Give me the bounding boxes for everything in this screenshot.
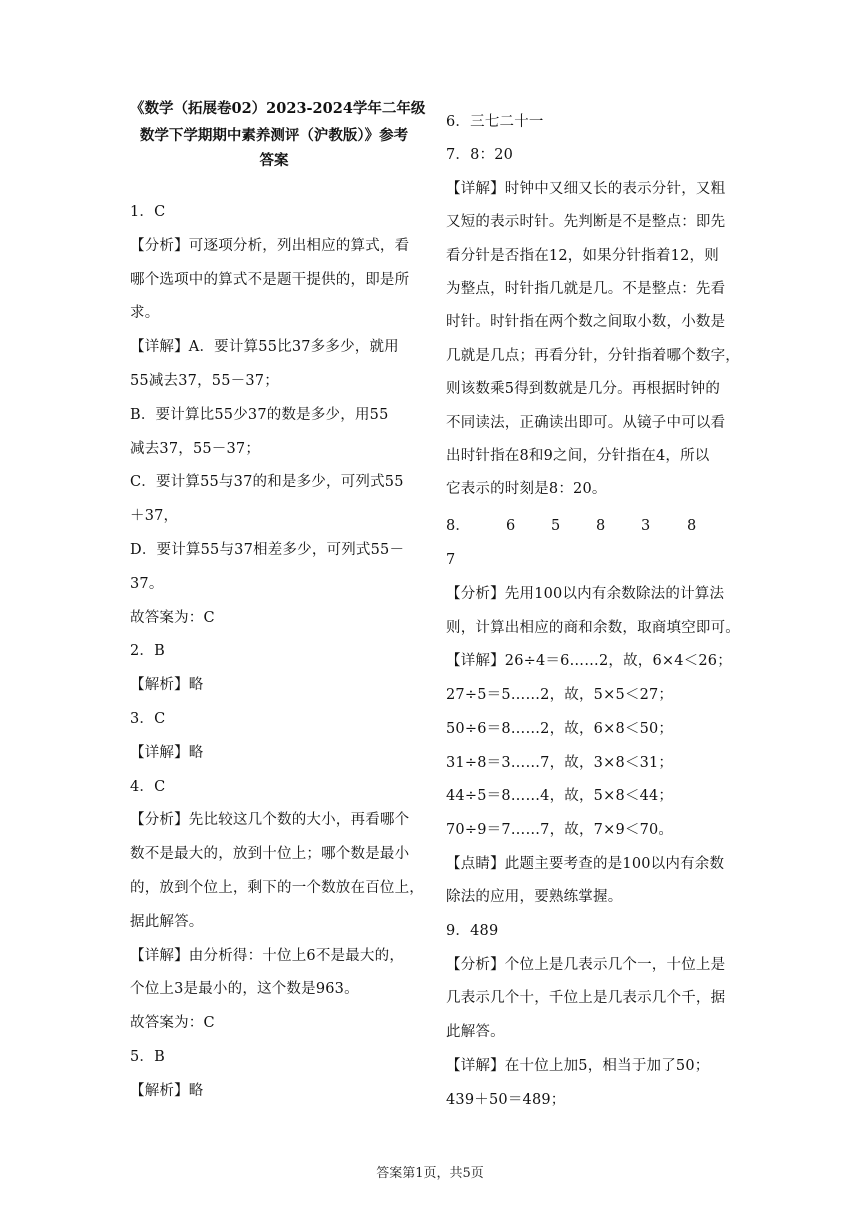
text-line: 此解答。	[446, 1024, 505, 1041]
text-line: 【详解】由分析得：十位上6不是最大的，	[130, 947, 405, 964]
text-line: 50÷6＝8……2，故，6×8＜50；	[446, 720, 674, 737]
question-8-answer: 8	[687, 518, 697, 534]
text-line: 【解析】略	[130, 677, 204, 694]
question-8-label: 8．	[446, 518, 471, 534]
text-line: ＋37，	[130, 508, 179, 525]
text-line: 故答案为：C	[130, 1015, 215, 1032]
text-line: 【详解】在十位上加5，相当于加了50；	[446, 1057, 710, 1074]
text-line: 27÷5＝5……2，故，5×5＜27；	[446, 687, 674, 704]
text-line: 看分针是否指在12，如果分针指着12，则	[446, 247, 719, 264]
text-line: 37。	[130, 575, 164, 592]
text-line: B．要计算比55少37的数是多少，用55	[130, 406, 389, 423]
text-line: 它表示的时刻是8：20。	[446, 481, 607, 498]
text-line: 4．C	[130, 778, 166, 795]
text-line: C．要计算55与37的和是多少，可列式55	[130, 474, 404, 491]
text-line: 则该数乘5得到数就是几分。再根据时钟的	[446, 381, 721, 398]
text-line: 9．489	[446, 923, 499, 939]
text-line: 55减去37，55－37；	[130, 373, 279, 389]
text-line: 则，计算出相应的商和余数，取商填空即可。	[446, 619, 740, 636]
text-line: 不同读法，正确读出即可。从镜子中可以看	[446, 414, 726, 431]
text-line: 数不是最大的，放到十位上；哪个数是最小	[130, 846, 410, 863]
text-line: 【详解】26÷4＝6……2，故，6×4＜26；	[446, 653, 732, 670]
text-line: 【详解】略	[130, 744, 204, 761]
question-8-answer: 5	[551, 518, 561, 534]
text-line: 【分析】个位上是几表示几个一，十位上是	[446, 956, 726, 973]
text-line: 为整点，时针指几就是几。不是整点：先看	[446, 281, 726, 297]
text-line: 【分析】先比较这几个数的大小，再看哪个	[130, 812, 410, 829]
question-8-row	[446, 516, 738, 536]
text-line: 【解析】略	[130, 1082, 204, 1099]
text-line: 【分析】可逐项分析，列出相应的算式，看	[130, 237, 410, 254]
text-line: 几表示几个十，千位上是几表示几个千，据	[446, 990, 726, 1007]
text-line: 除法的应用，要熟练掌握。	[446, 889, 623, 906]
text-line: 70÷9＝7……7，故，7×9＜70。	[446, 821, 674, 838]
document-title-line-1: 《数学（拓展卷02）2023-2024学年二年级	[130, 100, 426, 117]
document-title-line-2: 数学下学期期中素养测评（沪教版）》参考	[139, 127, 409, 144]
text-line: 据此解答。	[130, 913, 204, 930]
text-line: 时针。时针指在两个数之间取小数，小数是	[446, 314, 726, 331]
text-line: 个位上3是最小的，这个数是963。	[130, 981, 359, 998]
text-line: 【详解】时钟中又细又长的表示分针，又粗	[446, 180, 726, 197]
text-line: 减去37，55－37；	[130, 440, 261, 457]
text-line: 5．B	[130, 1049, 165, 1065]
text-line: 439＋50＝489；	[446, 1091, 566, 1108]
text-line: D．要计算55与37相差多少，可列式55－	[130, 542, 405, 558]
text-line: 6．三七二十一	[446, 114, 544, 130]
question-8-answer: 8	[596, 518, 606, 534]
text-line: 31÷8＝3……7，故，3×8＜31；	[446, 754, 674, 771]
question-8-last-answer: 7	[446, 552, 456, 568]
text-line: 哪个选项中的算式不是题干提供的，即是所	[130, 271, 410, 288]
text-line: 几就是几点；再看分针，分针指着哪个数字，	[446, 347, 740, 364]
text-line: 44÷5＝8……4，故，5×8＜44；	[446, 788, 674, 805]
text-line: 7．8：20	[446, 147, 514, 164]
text-line: 3．C	[130, 711, 166, 727]
text-line: 求。	[130, 305, 160, 322]
text-line: 【详解】A．要计算55比37多多少，就用	[130, 339, 399, 356]
text-line: 1．C	[130, 204, 166, 220]
text-line: 故答案为：C	[130, 609, 215, 626]
document-title-line-3: 答案	[259, 152, 289, 169]
text-line: 2．B	[130, 643, 165, 660]
text-line: 又短的表示时针。先判断是不是整点：即先	[446, 214, 726, 231]
text-line: 的，放到个位上，剩下的一个数放在百位上，	[130, 880, 424, 896]
question-8-answer: 3	[641, 518, 651, 534]
text-line: 【点睛】此题主要考查的是100以内有余数	[446, 855, 725, 872]
text-line: 【分析】先用100以内有余数除法的计算法	[446, 586, 725, 602]
text-line: 出时针指在8和9之间，分针指在4，所以	[446, 448, 710, 464]
question-8-answer: 6	[506, 518, 516, 534]
page-footer: 答案第1页，共5页	[376, 1166, 484, 1181]
